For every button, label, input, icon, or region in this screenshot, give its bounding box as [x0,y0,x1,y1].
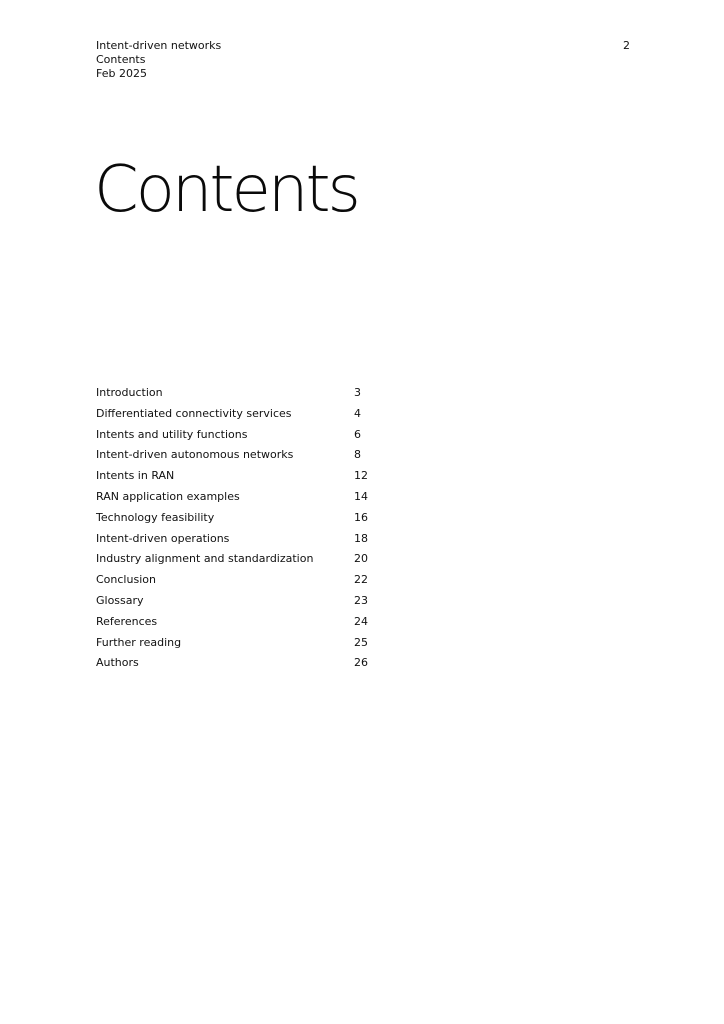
toc-item-page: 22 [354,573,368,587]
toc-item[interactable] [96,384,386,405]
toc-item-page: 12 [354,469,368,483]
toc-item-title: Intents and utility functions [96,427,248,441]
toc-item-title: Glossary [96,593,144,607]
toc-item-title: Differentiated connectivity services [96,406,292,420]
toc-item-title: Intent-driven operations [96,531,230,545]
toc-item-title: Further reading [96,635,182,649]
toc-item-title: RAN application examples [96,489,240,503]
toc-item-title: Introduction [96,386,163,399]
toc-item-page: 16 [354,510,368,524]
toc-item[interactable] [96,467,386,488]
toc-item-page: 3 [354,386,361,399]
toc-item-title: Intents in RAN [96,469,175,483]
toc-item-title: Authors [96,656,139,670]
page-number: 2 [623,39,630,52]
toc-item-title: References [96,614,158,628]
toc-item[interactable] [96,550,386,571]
toc-item-page: 24 [354,614,368,628]
header-doc-title: Intent-driven networks [96,39,222,52]
toc-item-page: 18 [354,531,368,545]
toc-item[interactable] [96,613,386,634]
toc-item-page: 14 [354,489,368,503]
toc-item[interactable] [96,592,386,613]
toc-item-page: 6 [354,427,361,441]
running-header [96,39,221,81]
table-of-contents [96,384,386,675]
toc-item-page: 8 [354,448,361,462]
toc-item[interactable] [96,634,386,655]
toc-item[interactable] [96,571,386,592]
toc-item[interactable] [96,405,386,426]
toc-item[interactable] [96,446,386,467]
toc-item-page: 26 [354,656,368,670]
toc-item-title: Technology feasibility [96,510,215,524]
toc-item[interactable] [96,654,386,675]
toc-item-page: 25 [354,635,368,649]
header-section: Contents [96,53,146,66]
toc-item-title: Intent-driven autonomous networks [96,448,294,462]
toc-item-page: 20 [354,552,368,566]
toc-item[interactable] [96,530,386,551]
toc-item-title: Conclusion [96,573,156,587]
toc-item-page: 23 [354,593,368,607]
toc-item[interactable] [96,509,386,530]
toc-item[interactable] [96,488,386,509]
toc-item[interactable] [96,426,386,447]
page-title: Contents [94,153,358,227]
toc-item-page: 4 [354,406,361,420]
toc-item-title: Industry alignment and standardization [96,552,314,566]
header-date: Feb 2025 [96,67,147,80]
